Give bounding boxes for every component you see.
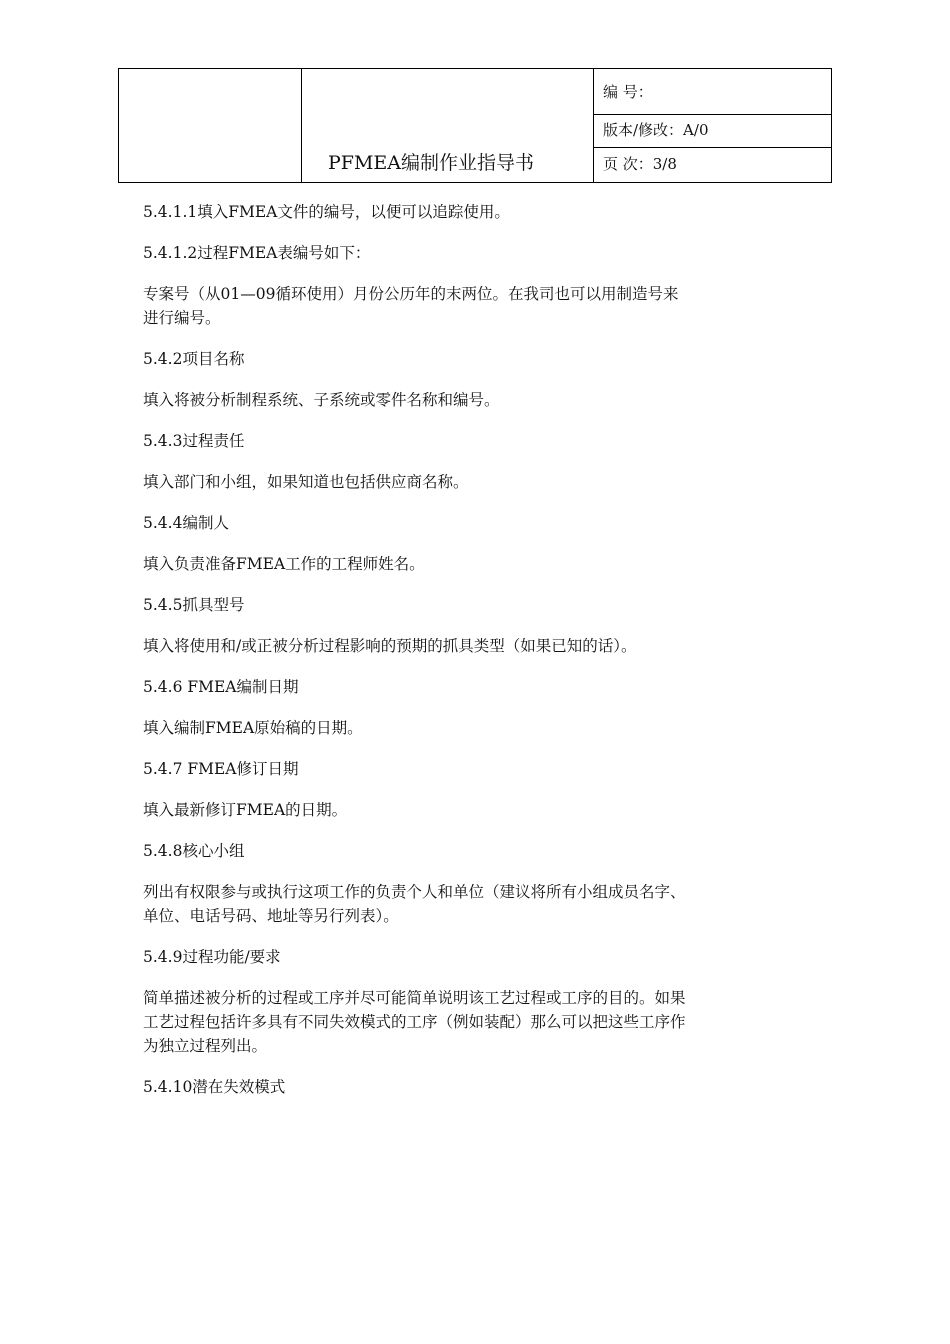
paragraph: 简单描述被分析的过程或工序并尽可能简单说明该工艺过程或工序的目的。如果 工艺过程包括许多具有不同失效模式的工序（例如装配）那么可以把这些工序作 为独立过程列出。 xyxy=(143,989,686,1055)
section-heading: 5.4.7 FMEA修订日期 xyxy=(143,760,299,778)
section-heading: 5.4.4编制人 xyxy=(143,514,229,532)
document-header-table xyxy=(118,68,832,183)
paragraph: 填入将使用和/或正被分析过程影响的预期的抓具类型（如果已知的话）。 xyxy=(143,637,637,655)
document-number: 编 号： xyxy=(594,69,831,115)
section-heading: 5.4.5抓具型号 xyxy=(143,596,245,614)
paragraph: 5.4.1.2过程FMEA表编号如下： xyxy=(143,244,371,262)
page-number: 页 次：3/8 xyxy=(603,155,677,173)
paragraph: 填入最新修订FMEA的日期。 xyxy=(143,801,348,819)
paragraph: 填入部门和小组，如果知道也包括供应商名称。 xyxy=(143,473,469,491)
header-logo-cell xyxy=(119,69,302,182)
paragraph: 5.4.1.1填入FMEA文件的编号，以便可以追踪使用。 xyxy=(143,203,510,221)
document-title: PFMEA编制作业指导书 xyxy=(328,152,535,174)
document-version: 版本/修改：A/0 xyxy=(594,115,831,148)
section-heading: 5.4.2项目名称 xyxy=(143,350,245,368)
paragraph: 填入编制FMEA原始稿的日期。 xyxy=(143,719,363,737)
paragraph: 填入负责准备FMEA工作的工程师姓名。 xyxy=(143,555,425,573)
header-title-cell xyxy=(302,69,594,182)
paragraph: 填入将被分析制程系统、子系统或零件名称和编号。 xyxy=(143,391,500,409)
section-heading: 5.4.10潜在失效模式 xyxy=(143,1078,286,1096)
section-heading: 5.4.6 FMEA编制日期 xyxy=(143,678,299,696)
paragraph: 专案号（从01—09循环使用）月份公历年的末两位。在我司也可以用制造号来 进行编号。 xyxy=(143,285,679,327)
paragraph: 列出有权限参与或执行这项工作的负责个人和单位（建议将所有小组成员名字、 单位、电话号码、地址等另行列表）。 xyxy=(143,883,686,925)
section-heading: 5.4.8核心小组 xyxy=(143,842,245,860)
section-heading: 5.4.3过程责任 xyxy=(143,432,245,450)
section-heading: 5.4.9过程功能/要求 xyxy=(143,948,281,966)
document-body xyxy=(143,200,813,1116)
